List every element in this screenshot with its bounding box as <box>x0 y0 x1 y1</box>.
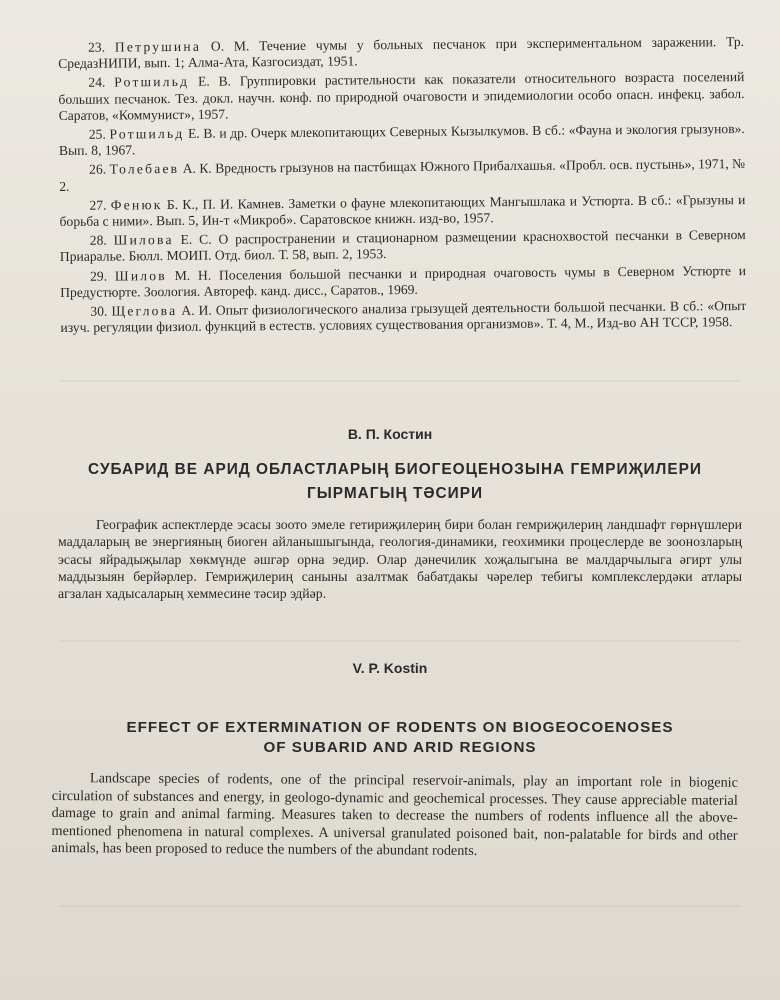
reference-item: 26. Толебаев А. К. Вредность грызунов на пастбищах Южного Прибалхашья. «Пробл. осв. пустынь», 1971, № 2. <box>59 156 746 194</box>
show-through-line <box>60 640 740 642</box>
show-through-line <box>60 380 740 382</box>
title-line: EFFECT OF EXTERMINATION OF RODENTS ON BIOGEOCOENOSES <box>126 719 674 736</box>
article-title-english <box>80 718 720 758</box>
title-line: OF SUBARID AND ARID REGIONS <box>263 739 537 756</box>
reference-item: 27. Фенюк Б. К., П. И. Камнев. Заметки о фауне млекопитающих Мангышлака и Устюрта. В сб.: «Грызуны и борьба с ними». Вып. 5, Ин-т «Микроб». Саратовское книжн. изд-во, 1957. <box>59 191 746 230</box>
title-line: ГЫРМАГЫҢ ТӘСИРИ <box>306 485 484 502</box>
reference-item: 28. Шилова Е. С. О распространении и стационарном размещении краснохвостой песчанки в Северном Приаралье. Бюлл. МОИП. Отд. биол. Т. 58, вып. 2, 1953. <box>59 227 746 265</box>
reference-item: 29. Шилов М. Н. Поселения большой песчанки и природная очаговость чумы в Северном Устюрте и Предустюрте. Зоология. Автореф. канд. дисс., Саратов., 1969. <box>60 262 747 300</box>
abstract-turkmen: Географик аспектлерде эсасы зоото эмеле гетириҗилериң бири болан гемриҗилериң ландшафт гөрнүшлери маддаларың ве энергияның биоген айланышыгында, геология-динамики, геохимики процеслерде ве зоонозларың эсасы яйрадыҗылар хөкмүнде әшгәр орна эедир. Олар дәнечилик хоҗалыгына ве малдарчылыга әгирт улы маддызыян берйәрлер. Гемриҗилериң саныны азалтмак бабатдакы чәрелер тебигы комплекслердәки атлары агзалан хадысаларың хеммесине тәсир эдйәр. <box>58 517 742 602</box>
article-author-english: V. P. Kostin <box>352 660 428 676</box>
reference-item: 25. Ротшильд Е. В. и др. Очерк млекопитающих Северных Кызылкумов. В сб.: «Фауна и экология грызунов». Вып. 8, 1967. <box>58 121 745 159</box>
reference-item: 23. Петрушина О. М. Течение чумы у больных песчанок при экспериментальном заражении. Тр. СредазНИПИ, вып. 1; Алма-Ата, Казгосиздат, 1951. <box>58 34 745 72</box>
reference-item: 24. Ротшильд Е. В. Группировки растительности как показатели относительного возраста поселений больших песчанок. Тез. докл. научн. конф. по природной очаговости и эпидемиологии особо опасн. инфекц. забол. Саратов, «Коммунист», 1957. <box>58 69 745 123</box>
reference-item: 30. Щеглова А. И. Опыт физиологического анализа грызущей деятельности большой песчанки. В сб.: «Опыт изуч. регуляции физиол. функций в естеств. условиях существования организмов». Т. 4, М., Изд-во АН ТССР, 1958. <box>60 298 747 336</box>
abstract-english: Landscape species of rodents, one of the principal reservoir-animals, play an important role in biogenic circulation of substances and energy, in geologo-dynamic and geochemical processes. They cause appreciable material damage to grain and animal farming. Measures taken to decrease the numbers of rodents influence all the above-mentioned phenomena in natural complexes. A universal granulated poisoned bait, non-palatable for birds and other animals, has been proposed to reduce the numbers of the abundant rodents. <box>51 770 738 860</box>
article-title-turkmen <box>60 458 730 506</box>
show-through-line <box>60 905 740 907</box>
title-line: СУБАРИД ВЕ АРИД ОБЛАСТЛАРЫҢ БИОГЕОЦЕНОЗЫНА ГЕМРИҖИЛЕРИ <box>88 461 702 478</box>
reference-list <box>58 34 747 339</box>
article-author-turkmen: В. П. Костин <box>347 426 433 442</box>
